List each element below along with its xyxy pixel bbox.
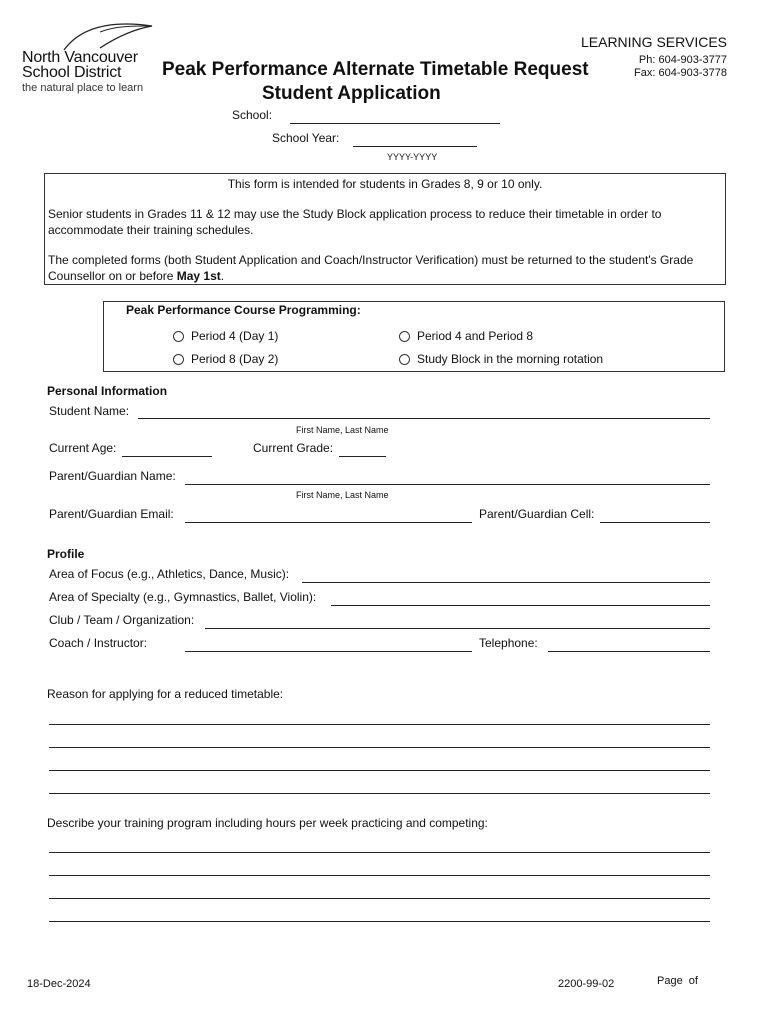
student-name-field[interactable] <box>138 405 710 419</box>
student-name-label: Student Name: <box>49 404 130 418</box>
reason-label: Reason for applying for a reduced timetable: <box>47 687 284 701</box>
reason-line <box>49 747 710 748</box>
radio-icon[interactable] <box>399 331 410 342</box>
training-line <box>49 875 710 876</box>
programming-title: Peak Performance Course Programming: <box>126 303 361 317</box>
training-line <box>49 921 710 922</box>
training-label: Describe your training program including hours per week practicing and competing: <box>47 816 488 830</box>
guardian-email-label: Parent/Guardian Email: <box>49 507 174 521</box>
deadline-date: May 1st <box>176 269 221 283</box>
guardian-name-hint: First Name, Last Name <box>296 490 389 500</box>
personal-heading: Personal Information <box>47 384 168 398</box>
telephone-label: Telephone: <box>479 636 538 650</box>
radio-icon[interactable] <box>399 354 410 365</box>
leaf-logo-icon <box>60 20 155 52</box>
school-year-label: School Year: <box>272 131 340 145</box>
school-year-hint: YYYY-YYYY <box>387 152 438 162</box>
coach-field[interactable] <box>185 638 472 652</box>
reason-line <box>49 724 710 725</box>
current-age-field[interactable] <box>122 443 212 457</box>
guardian-cell-label: Parent/Guardian Cell: <box>479 507 595 521</box>
radio-icon[interactable] <box>173 331 184 342</box>
reason-line <box>49 770 710 771</box>
notice-box <box>44 173 726 285</box>
notice-para3-end: . <box>220 269 225 283</box>
logo-line1: North Vancouver <box>22 49 138 66</box>
footer-date: 18-Dec-2024 <box>27 978 91 990</box>
guardian-email-field[interactable] <box>185 509 472 523</box>
dept-fax: Fax: 604-903-3778 <box>634 67 727 79</box>
guardian-cell-field[interactable] <box>600 509 710 523</box>
reason-line <box>49 793 710 794</box>
school-label: School: <box>232 108 273 122</box>
page-subtitle: Student Application <box>262 83 441 104</box>
district-logo <box>22 20 157 100</box>
telephone-field[interactable] <box>548 638 710 652</box>
notice-para2: Senior students in Grades 11 & 12 may use the Study Block application process to reduce their timetable in order to accommodate their training schedules. <box>48 207 662 237</box>
guardian-name-label: Parent/Guardian Name: <box>49 469 176 483</box>
current-grade-label: Current Grade: <box>253 441 334 455</box>
current-age-label: Current Age: <box>49 441 117 455</box>
school-field[interactable] <box>290 110 500 124</box>
school-year-field[interactable] <box>353 133 477 147</box>
specialty-label: Area of Specialty (e.g., Gymnastics, Ballet, Violin): <box>49 590 317 604</box>
radio-icon[interactable] <box>173 354 184 365</box>
option-label: Period 8 (Day 2) <box>191 352 279 366</box>
footer-form-code: 2200-99-02 <box>558 978 615 990</box>
footer-page-number: Page of <box>657 975 698 987</box>
focus-field[interactable] <box>302 569 710 583</box>
coach-label: Coach / Instructor: <box>49 636 148 650</box>
logo-tagline: the natural place to learn <box>22 82 144 94</box>
notice-para3-text: The completed forms (both Student Application and Coach/Instructor Verification) must be returned to the student's Grade Counsellor on or before <box>48 253 694 283</box>
notice-para3 <box>48 252 705 284</box>
option-label: Period 4 and Period 8 <box>417 329 534 343</box>
option-label: Study Block in the morning rotation <box>417 352 604 366</box>
option-label: Period 4 (Day 1) <box>191 329 279 343</box>
training-line <box>49 898 710 899</box>
training-field[interactable] <box>49 835 710 923</box>
club-field[interactable] <box>205 615 710 629</box>
page-title: Peak Performance Alternate Timetable Request <box>162 59 589 80</box>
logo-line2: School District <box>22 64 122 81</box>
club-label: Club / Team / Organization: <box>49 613 195 627</box>
training-line <box>49 852 710 853</box>
focus-label: Area of Focus (e.g., Athletics, Dance, Music): <box>49 567 290 581</box>
profile-heading: Profile <box>47 547 85 561</box>
current-grade-field[interactable] <box>339 443 386 457</box>
specialty-field[interactable] <box>331 592 710 606</box>
student-name-hint: First Name, Last Name <box>296 425 389 435</box>
dept-phone: Ph: 604-903-3777 <box>638 54 727 66</box>
dept-name: LEARNING SERVICES <box>580 34 727 50</box>
reason-field[interactable] <box>49 707 710 795</box>
guardian-name-field[interactable] <box>185 471 710 485</box>
notice-line1: This form is intended for students in Grades 8, 9 or 10 only. <box>227 177 543 191</box>
